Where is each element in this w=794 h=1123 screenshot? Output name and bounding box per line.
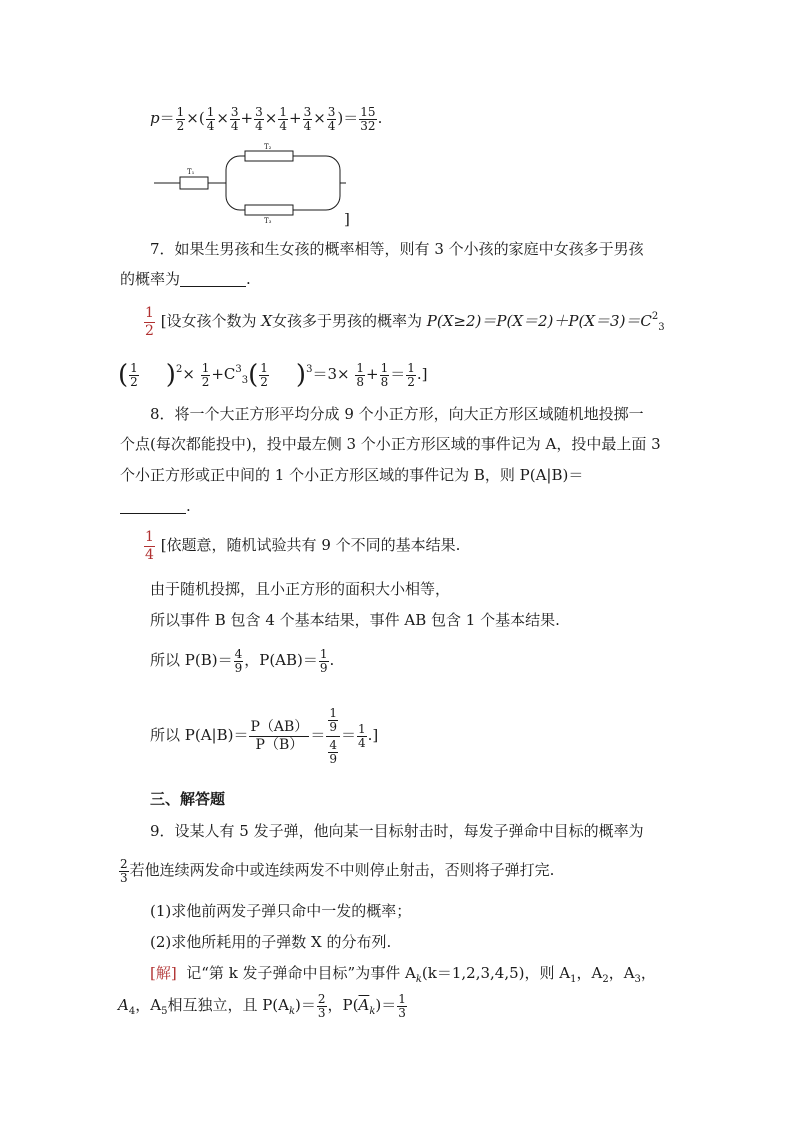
answer-blank [180,270,246,287]
q7-answer: $\frac{1}{2}$ [145,304,154,339]
q7-solution-line1: $\frac{1}{2}$ [设女孩个数为 X女孩多于男孩的概率为 $P(X\ge 2)=P(X=2)+P(X=3)=C^2_3$ [145,304,665,339]
q8-solution-line4: 所以 P(B)＝ $\frac{4}{9}$ ，P(AB)＝ $\frac{1}{9}$ . [150,646,335,675]
q8-line3: 个小正方形或正中间的 1 个小正方形区域的事件记为 B，则 P(A|B)＝ [120,466,584,484]
q8-line1: 8．将一个大正方形平均分成 9 个小正方形，向大正方形区域随机地投掷一 [150,405,644,423]
solution-tag: [解] [150,964,177,982]
q8-solution-line3: 所以事件 B 包含 4 个基本结果，事件 AB 包含 1 个基本结果. [150,611,560,629]
q8-solution-line1: $\frac{1}{4}$ [依题意，随机试验共有 9 个不同的基本结果. [145,528,461,563]
q9-solution-line2: $A_4$，$A_5$相互独立，且 $P(A_k)=$ $\frac{2}{3}$ ，$P(\overline{A}_k)=$ $\frac{1}{3}$ [118,991,406,1020]
circuit-diagram [150,142,350,224]
q9-part1: (1)求他前两发子弹只命中一发的概率； [150,902,412,920]
formula-p: p＝ $\frac{1}{2}$ ×( $\frac{1}{4}$ × $\frac{3}{4}$ + $\frac{3}{4}$ × $\frac{1}{4}$ + $\frac{3}{4}$ × $\frac{3}{4}$ )＝ $\frac{15}{32}$ . [150,104,383,133]
section-heading: 三、解答题 [150,790,226,808]
q8-line4: . [120,495,191,517]
answer-blank [120,497,186,514]
q8-line2: 个点(每次都能投中)，投中最左侧 3 个小正方形区域的事件记为 A，投中最上面 3 [120,435,661,453]
q8-answer: $\frac{1}{4}$ [145,528,154,563]
q7-line2: 的概率为 . [120,270,251,288]
q7-line1: 7．如果生男孩和生女孩的概率相等，则有 3 个小孩的家庭中女孩多于男孩 [150,240,644,258]
circuit-label-t1: T₁ [187,168,195,176]
closing-bracket: ] [344,210,350,228]
circuit-label-t2: T₂ [264,143,272,151]
q9-part2: (2)求他所耗用的子弹数 X 的分布列. [150,933,392,951]
q7-solution-line2: ( $\frac{1}{2}$ )$^2$× $\frac{1}{2}$ $+C^3_3$( $\frac{1}{2}$ )$^3$＝3× $\frac{1}{8}$ + $\frac{1}{8}$ ＝ $\frac{1}{2}$ .] [118,360,428,390]
q8-solution-line5: 所以 P(A|B)＝ $\frac{P(AB)}{P(B)}$ ＝ 1 9 4 9 ＝ $\frac{1}{4}$ .] [150,705,379,766]
q9-solution-line1: [解] 记“第 k 发子弹命中目标”为事件 $A_k(k=1,2,3,4,5)$，则 $A_1$，$A_2$，$A_3$， [150,964,656,985]
q9-line2: $\frac{2}{3}$ 若他连续两发命中或连续两发不中则停止射击，否则将子弹打完. [120,856,555,885]
q9-line1: 9．设某人有 5 发子弹，他向某一目标射击时，每发子弹命中目标的概率为 [150,822,644,840]
circuit-label-t3: T₃ [264,217,272,224]
q8-solution-line2: 由于随机投掷，且小正方形的面积大小相等， [150,580,451,598]
